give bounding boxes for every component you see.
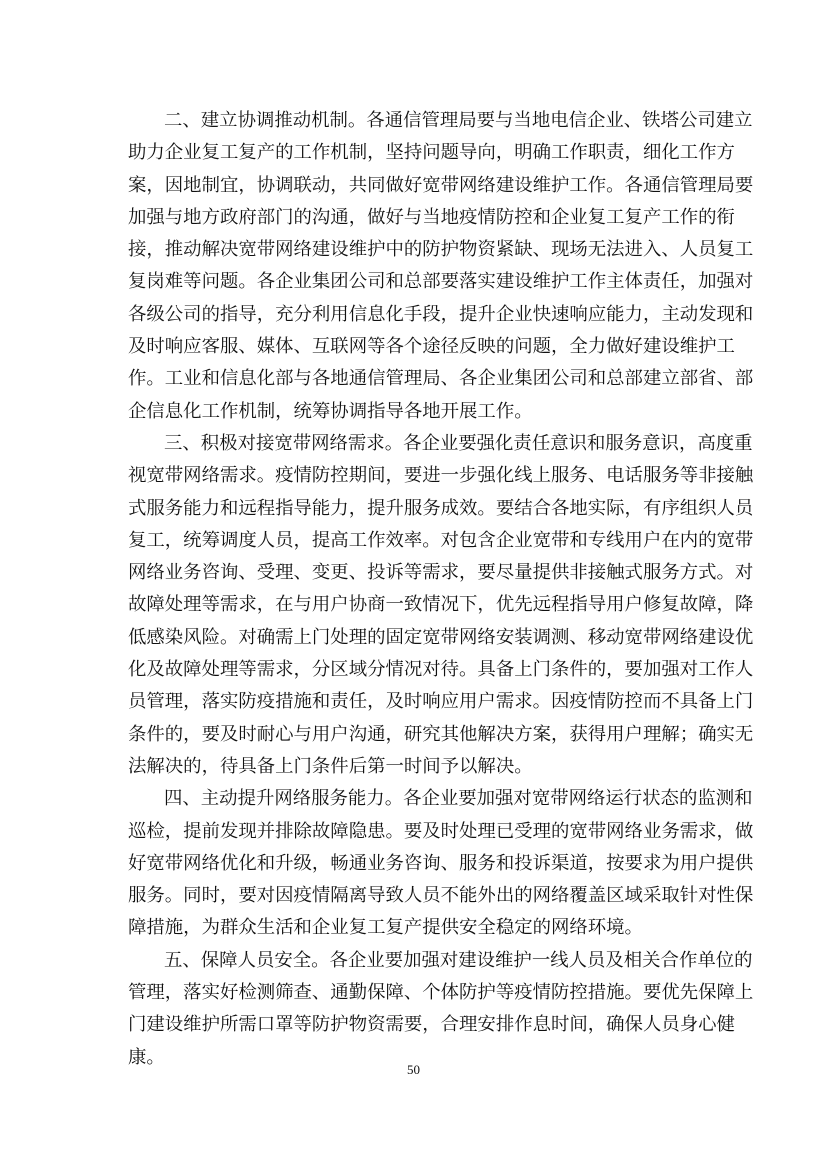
text-line: 复岗难等问题。各企业集团公司和总部要落实建设维护工作主体责任，加强对 bbox=[128, 271, 754, 293]
text-line: 助力企业复工复产的工作机制，坚持问题导向，明确工作职责，细化工作方 bbox=[128, 142, 735, 164]
text-line: 式服务能力和远程指导能力，提升服务成效。要结合各地实际，有序组织人员 bbox=[128, 497, 754, 519]
text-line: 巡检，提前发现并排除故障隐患。要及时处理已受理的宽带网络业务需求，做 bbox=[128, 820, 754, 842]
text-line: 网络业务咨询、受理、变更、投诉等需求，要尽量提供非接触式服务方式。对 bbox=[128, 562, 754, 584]
paragraph-first-line: 五、保障人员安全。各企业要加强对建设维护一线人员及相关合作单位的 bbox=[164, 949, 753, 971]
text-line: 康。 bbox=[128, 1046, 165, 1068]
text-line: 案，因地制宜，协调联动，共同做好宽带网络建设维护工作。各通信管理局要 bbox=[128, 174, 754, 196]
paragraph-first-line: 二、建立协调推动机制。各通信管理局要与当地电信企业、铁塔公司建立 bbox=[164, 110, 753, 131]
text-line: 复工，统筹调度人员，提高工作效率。对包含企业宽带和专线用户在内的宽带 bbox=[128, 529, 754, 551]
text-line: 员管理，落实防疫措施和责任，及时响应用户需求。因疫情防控而不具备上门 bbox=[128, 691, 754, 713]
text-line: 故障处理等需求，在与用户协商一致情况下，优先远程指导用户修复故障，降 bbox=[128, 594, 754, 616]
text-line: 管理，落实好检测筛查、通勤保障、个体防护等疫情防控措施。要优先保障上 bbox=[128, 982, 754, 1004]
text-line: 条件的，要及时耐心与用户沟通，研究其他解决方案，获得用户理解；确实无 bbox=[128, 723, 754, 745]
text-line: 门建设维护所需口罩等防护物资需要，合理安排作息时间，确保人员身心健 bbox=[128, 1014, 735, 1036]
text-line: 好宽带网络优化和升级，畅通业务咨询、服务和投诉渠道，按要求为用户提供 bbox=[128, 852, 754, 874]
text-line: 服务。同时，要对因疫情隔离导致人员不能外出的网络覆盖区域采取针对性保 bbox=[128, 885, 754, 907]
text-line: 障措施，为群众生活和企业复工复产提供安全稳定的网络环境。 bbox=[128, 917, 643, 939]
page-number: 50 bbox=[407, 1062, 420, 1077]
text-line: 视宽带网络需求。疫情防控期间，要进一步强化线上服务、电话服务等非接触 bbox=[128, 465, 754, 487]
text-line: 低感染风险。对确需上门处理的固定宽带网络安装调测、移动宽带网络建设优 bbox=[128, 626, 754, 648]
paragraph-first-line: 三、积极对接宽带网络需求。各企业要强化责任意识和服务意识，高度重 bbox=[164, 432, 753, 454]
text-line: 企信息化工作机制，统筹协调指导各地开展工作。 bbox=[128, 400, 533, 422]
text-line: 各级公司的指导，充分利用信息化手段，提升企业快速响应能力，主动发现和 bbox=[128, 303, 754, 325]
paragraph-first-line: 四、主动提升网络服务能力。各企业要加强对宽带网络运行状态的监测和 bbox=[164, 788, 753, 810]
text-line: 法解决的，待具备上门条件后第一时间予以解决。 bbox=[128, 755, 533, 777]
text-line: 加强与地方政府部门的沟通，做好与当地疫情防控和企业复工复产工作的衔 bbox=[128, 206, 735, 228]
body-text bbox=[128, 105, 754, 1074]
text-line: 接，推动解决宽带网络建设维护中的防护物资紧缺、现场无法进入、人员复工 bbox=[128, 239, 754, 261]
text-line: 及时响应客服、媒体、互联网等各个途径反映的问题，全力做好建设维护工 bbox=[128, 336, 735, 358]
text-line: 化及故障处理等需求，分区域分情况对待。具备上门条件的，要加强对工作人 bbox=[128, 659, 754, 681]
text-line: 作。工业和信息化部与各地通信管理局、各企业集团公司和总部建立部省、部 bbox=[128, 368, 754, 390]
